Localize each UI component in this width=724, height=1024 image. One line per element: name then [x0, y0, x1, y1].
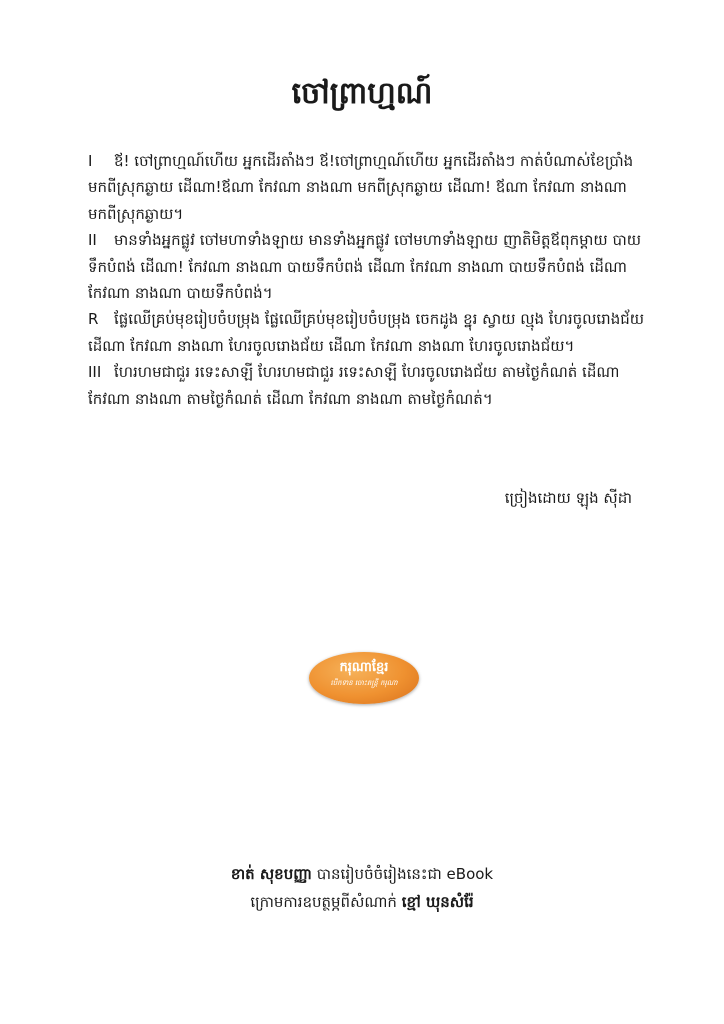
verse-text: មានទាំងអ្នកផ្លូវ ចៅមហាទាំងឡាយ មានទាំងអ្នកផ្លូវ ចៅមហាទាំងឡាយ ញាតិមិត្តឪពុកម្ដាយ បាយទឹកបំពង់ ដើណា! កែវណា នាងណា បាយទឹកបំពង់ ដើណា កែវណា នាងណា បាយទឹកបំពង់ ដើណា កែវណា នាងណា បាយទឹកបំពង់។	[88, 231, 642, 303]
verse-text: ហែរហមជាជួរ រទេះសាឡី ហែរហមជាជួរ រទេះសាឡី ហែរចូលរោងជ័យ តាមថ្ងៃកំណត់ ដើណា កែវណា នាងណា តាមថ្ងៃកំណត់ ដើណា កែវណា នាងណា តាមថ្ងៃកំណត់។	[88, 363, 620, 408]
verse-number: I	[88, 152, 93, 170]
compiler-name: ខាត់ សុខបញ្ញា	[230, 865, 312, 883]
lyrics-body	[88, 148, 648, 412]
singer-credit: ច្រៀងដោយ ឡុង ស៊ីដា	[504, 489, 632, 507]
verse-number: III	[88, 363, 102, 382]
sponsor-credit	[0, 888, 724, 916]
verse-1	[88, 148, 648, 227]
compiler-credit	[0, 860, 724, 888]
sponsor-name: ខ្មៅ ឃុនសំរ៉ែ	[401, 893, 474, 911]
sponsor-note: ក្រោមការឧបត្ថម្ភពីសំណាក់	[250, 893, 402, 911]
page-title: ចៅព្រាហ្មណ៍	[291, 76, 433, 111]
verse-refrain	[88, 306, 648, 359]
karuna-khmer-logo	[309, 652, 419, 704]
verse-text: ឪ! ចៅព្រាហ្មណ៍ហើយ អ្នកដើរតាំងៗ ឪ!ចៅព្រាហ្មណ៍ហើយ អ្នកដើរតាំងៗ កាត់បំណាស់ខែប្រាំង មកពីស្រុកឆ្ងាយ ដើណា!ឪណា កែវណា នាងណា មកពីស្រុកឆ្ងាយ ដើណា! ឪណា កែវណា នាងណា មកពីស្រុកឆ្ងាយ។	[88, 152, 634, 223]
verse-2	[88, 227, 648, 306]
ebook-credits	[0, 860, 724, 916]
verse-number: R	[88, 310, 99, 329]
compiler-note: បានរៀបចំចំរៀងនេះជា eBook	[311, 865, 494, 883]
verse-3	[88, 359, 648, 412]
verse-text: ផ្លែឈើគ្រប់មុខរៀបចំបម្រុង ផ្លែឈើគ្រប់មុខរៀបចំបម្រុង ចេកដូង ខ្នុរ ស្វាយ ល្មុង ហែរចូលរោងជ័យ ដើណា កែវណា នាងណា ហែរចូលរោងជ័យ ដើណា កែវណា នាងណា ហែរចូលរោងជ័យ។	[88, 310, 645, 355]
verse-number: II	[88, 231, 97, 250]
logo-title: ករុណាខ្មែរ	[339, 660, 389, 675]
logo-subtitle: បើកទាន ចោះតន្ត្រី ករុណា	[330, 679, 398, 687]
